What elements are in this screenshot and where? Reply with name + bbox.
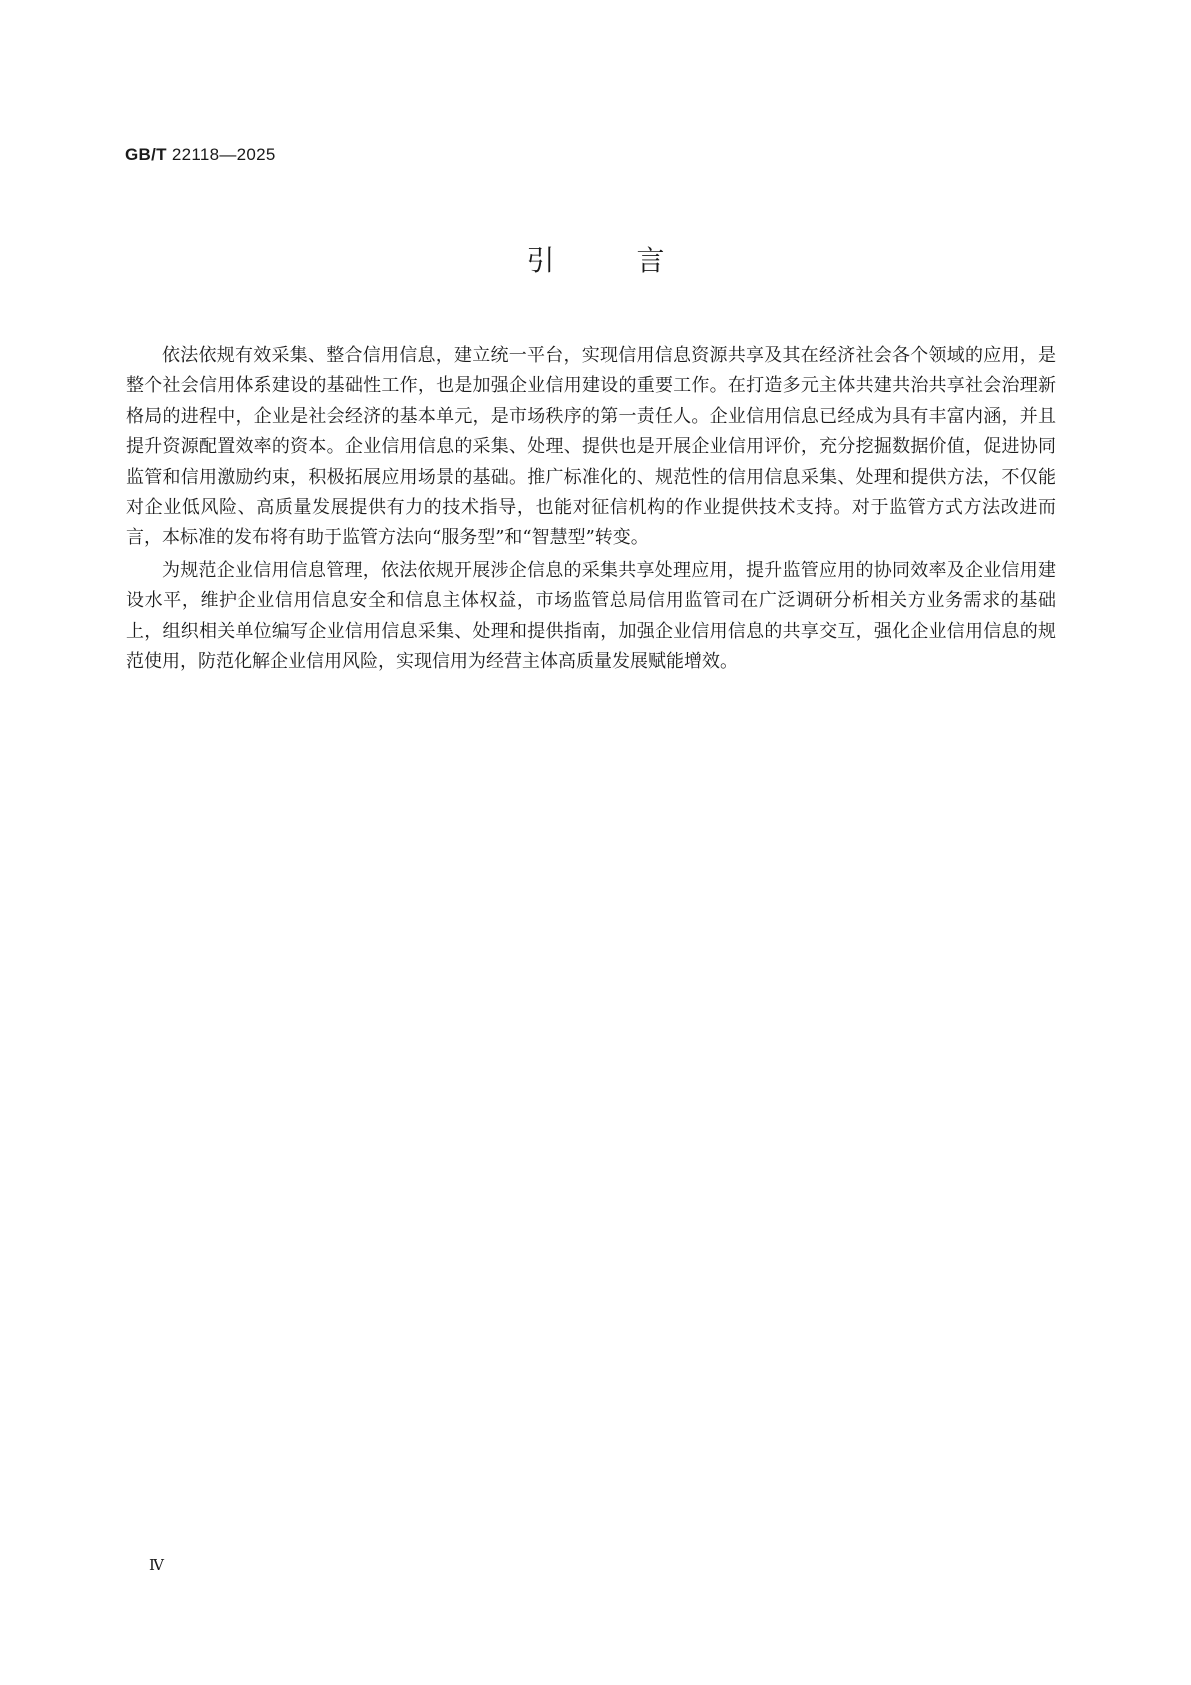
paragraph-2: 为规范企业信用信息管理，依法依规开展涉企信息的采集共享处理应用，提升监管应用的协同效率及企业信用建设水平，维护企业信用信息安全和信息主体权益，市场监管总局信用监管司在广泛调研分析相关方业务需求的基础上，组织相关单位编写企业信用信息采集、处理和提供指南，加强企业信用信息的共享交互，强化企业信用信息的规范使用，防范化解企业信用风险，实现信用为经营主体高质量发展赋能增效。 <box>126 559 1056 673</box>
standard-code <box>125 144 276 166</box>
page-number: Ⅳ <box>149 1558 164 1574</box>
title-char-2: 言 <box>636 244 665 277</box>
standard-prefix: GB/T <box>125 145 167 164</box>
title-char-1: 引 <box>526 244 555 277</box>
introduction-body <box>126 341 1056 677</box>
page-title <box>0 243 1191 279</box>
paragraph-1: 依法依规有效采集、整合信用信息，建立统一平台，实现信用信息资源共享及其在经济社会各个领域的应用，是整个社会信用体系建设的基础性工作，也是加强企业信用建设的重要工作。在打造多元主体共建共治共享社会治理新格局的进程中，企业是社会经济的基本单元，是市场秩序的第一责任人。企业信用信息已经成为具有丰富内涵，并且提升资源配置效率的资本。企业信用信息的采集、处理、提供也是开展企业信用评价，充分挖掘数据价值，促进协同监管和信用激励约束，积极拓展应用场景的基础。推广标准化的、规范性的信用信息采集、处理和提供方法，不仅能对企业低风险、高质量发展提供有力的技术指导，也能对征信机构的作业提供技术支持。对于监管方式方法改进而言，本标准的发布将有助于监管方法向“服务型”和“智慧型”转变。 <box>126 345 1056 549</box>
standard-number: 22118—2025 <box>171 145 276 164</box>
